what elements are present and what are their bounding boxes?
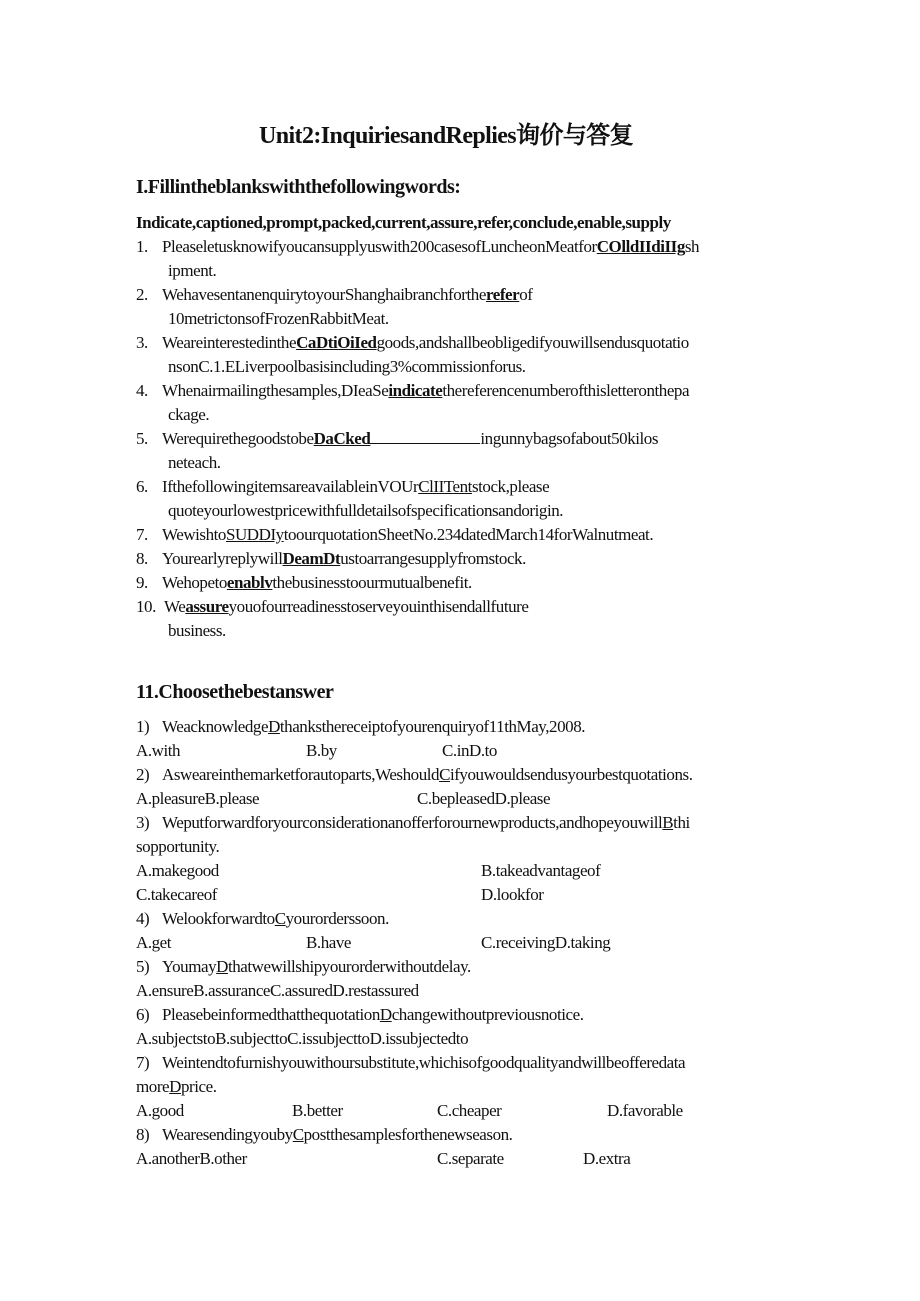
item-text: thebusinesstoourmutualbenefit. — [272, 573, 472, 592]
item-text: Youmay — [162, 957, 217, 976]
item-continuation: 10metrictonsofFrozenRabbitMeat. — [168, 309, 389, 328]
item-answer: CaDtiOiIed — [296, 333, 377, 352]
item-text: sh — [684, 237, 700, 256]
item-number: 2. — [136, 285, 148, 304]
item-text: Yourearlyreplywill — [162, 549, 283, 568]
item-text: ingunnybagsofabout50kilos — [480, 429, 659, 448]
item-text: WehavesentanenquirytoyourShanghaibranchforthe — [162, 285, 486, 304]
item-answer: DaCked — [313, 429, 371, 448]
choice-item-2 — [136, 763, 693, 787]
item-text: postthesamplesforthenewseason. — [303, 1125, 513, 1144]
item-answer: D — [268, 717, 280, 736]
choice-item-4 — [136, 907, 389, 931]
options-row — [136, 931, 836, 955]
item-text: Whenairmailingthesamples,DIeaSe — [162, 381, 389, 400]
item-text: stock,please — [471, 477, 550, 496]
item-text: Wearesendingyouby — [162, 1125, 293, 1144]
item-continuation: quoteyourlowestpricewithfulldetailsofspecificationsandorigin. — [168, 501, 564, 520]
fill-item-6 — [136, 475, 549, 499]
options-row — [136, 739, 836, 763]
option: A.with — [136, 741, 181, 760]
item-text: Werequirethegoodstobe — [162, 429, 314, 448]
item-number: 10. — [136, 597, 156, 616]
item-number: 8) — [136, 1125, 150, 1144]
item-number: 1. — [136, 237, 148, 256]
options-row — [136, 883, 836, 907]
item-text: price. — [180, 1077, 217, 1096]
option: B.by — [306, 741, 337, 760]
choice-item-7 — [136, 1051, 685, 1075]
item-text: Pleaseletusknowifyoucansupplyuswith200casesofLuncheonMeatfor — [162, 237, 597, 256]
item-text: thi — [673, 813, 690, 832]
option: D.favorable — [607, 1101, 683, 1120]
item-text: Wehopeto — [162, 573, 227, 592]
options-row: A.subjectstoB.subjecttoC.issubjecttoD.issubjectedto — [136, 1029, 469, 1048]
item-number: 8. — [136, 549, 148, 568]
item-continuation: ipment. — [168, 261, 217, 280]
item-answer: C — [439, 765, 450, 784]
item-answer: D — [169, 1077, 181, 1096]
item-number: 4. — [136, 381, 148, 400]
item-number: 3) — [136, 813, 150, 832]
item-number: 3. — [136, 333, 148, 352]
item-text: Weacknowledge — [162, 717, 269, 736]
item-number: 5. — [136, 429, 148, 448]
fill-item-8 — [136, 547, 526, 571]
blank-line — [370, 427, 480, 444]
option: B.takeadvantageof — [481, 861, 601, 880]
item-text: Wewishto — [162, 525, 226, 544]
item-text: Welookforwardto — [162, 909, 275, 928]
item-answer: indicate — [388, 381, 443, 400]
item-answer: enablv — [226, 573, 273, 592]
options-row: A.ensureB.assuranceC.assuredD.restassured — [136, 981, 419, 1000]
fill-item-1 — [136, 235, 699, 259]
item-number: 5) — [136, 957, 150, 976]
item-answer: SUDDIy — [225, 525, 284, 544]
item-number: 4) — [136, 909, 150, 928]
option: C.takecareof — [136, 885, 217, 904]
item-answer: C — [274, 909, 286, 928]
item-answer: refer — [485, 285, 520, 304]
item-text: yourorderssoon. — [285, 909, 389, 928]
item-continuation: business. — [168, 621, 226, 640]
item-text: toourquotationSheetNo.234datedMarch14forWalnutmeat. — [283, 525, 654, 544]
item-answer: D — [379, 1005, 392, 1024]
item-answer: C — [292, 1125, 304, 1144]
item-number: 6. — [136, 477, 148, 496]
item-text: Asweareinthemarketforautoparts,Weshould — [162, 765, 440, 784]
fill-item-7 — [136, 523, 653, 547]
item-answer: COlldIIdiIIg — [596, 237, 685, 256]
fill-item-2 — [136, 283, 533, 307]
page-title: Unit2:InquiriesandReplies询价与答复 — [259, 123, 634, 149]
item-text: Weareinterestedinthe — [162, 333, 297, 352]
item-text: thanksthereceiptofyourenquiryof11thMay,2008. — [279, 717, 586, 736]
word-list: Indicate,captioned,prompt,packed,current,assure,refer,conclude,enable,supply — [136, 213, 671, 232]
item-answer: assure — [185, 597, 229, 616]
fill-item-5 — [136, 427, 658, 451]
option: A.good — [136, 1101, 184, 1120]
choice-item-6 — [136, 1003, 584, 1027]
section-1-heading: I.Fillintheblankswiththefollowingwords: — [136, 176, 461, 198]
item-continuation: neteach. — [168, 453, 221, 472]
option: D.extra — [583, 1149, 631, 1168]
item-continuation: sopportunity. — [136, 837, 220, 856]
item-text: youofourreadinesstoserveyouinthisendallfuture — [228, 597, 529, 616]
option: B.have — [306, 933, 351, 952]
item-text: of — [519, 285, 533, 304]
item-continuation: nsonC.1.ELiverpoolbasisincluding3%commissionforus. — [168, 357, 526, 376]
options-row — [136, 787, 836, 811]
item-text: changewithoutpreviousnotice. — [391, 1005, 584, 1024]
item-text: goods,andshallbeobligedifyouwillsendusquotatio — [376, 333, 689, 352]
option: D.lookfor — [481, 885, 544, 904]
fill-item-9 — [136, 571, 472, 595]
item-text: IfthefollowingitemsareavailableinVOUr — [162, 477, 419, 496]
options-row — [136, 1147, 836, 1171]
option: C.inD.to — [442, 741, 497, 760]
item-number: 1) — [136, 717, 150, 736]
item-text: Pleasebeinformedthatthequotation — [162, 1005, 380, 1024]
item-number: 7. — [136, 525, 148, 544]
item-answer: B — [662, 813, 674, 832]
option: A.makegood — [136, 861, 219, 880]
option: B.better — [292, 1101, 343, 1120]
item-continuation: ckage. — [168, 405, 210, 424]
fill-item-4 — [136, 379, 689, 403]
choice-item-8 — [136, 1123, 512, 1147]
item-text: ustoarrangesupplyfromstock. — [340, 549, 526, 568]
choice-item-3 — [136, 811, 690, 835]
item-number: 6) — [136, 1005, 150, 1024]
choice-item-1 — [136, 715, 585, 739]
choice-item-5 — [136, 955, 471, 979]
option: C.cheaper — [437, 1101, 502, 1120]
item-number: 2) — [136, 765, 150, 784]
options-row — [136, 859, 836, 883]
item-text: ifyouwouldsendusyourbestquotations. — [449, 765, 693, 784]
option: A.pleasureB.please — [136, 789, 260, 808]
options-row — [136, 1099, 836, 1123]
item-answer: DeamDt — [282, 549, 341, 568]
item-number: 7) — [136, 1053, 150, 1072]
item-continuation — [136, 1075, 217, 1099]
option: C.separate — [437, 1149, 504, 1168]
option: C.bepleasedD.please — [417, 789, 551, 808]
item-answer: ClIITent — [418, 477, 472, 496]
item-number: 9. — [136, 573, 148, 592]
item-text: Weintendtofurnishyouwithoursubstitute,whichisofgoodqualityandwillbeofferedata — [162, 1053, 686, 1072]
item-text: more — [136, 1077, 170, 1096]
item-text: thereferencenumberofthisletteronthepa — [442, 381, 690, 400]
fill-item-3 — [136, 331, 689, 355]
item-text: We — [164, 597, 186, 616]
fill-item-10 — [136, 595, 528, 619]
option: A.anotherB.other — [136, 1149, 247, 1168]
option: A.get — [136, 933, 172, 952]
section-2-heading: 11.Choosethebestanswer — [136, 681, 334, 703]
item-text: Weputforwardforyourconsiderationanofferforournewproducts,andhopeyouwill — [162, 813, 663, 832]
item-text: thatwewillshipyourorderwithoutdelay. — [227, 957, 471, 976]
option: C.receivingD.taking — [481, 933, 611, 952]
item-answer: D — [216, 957, 228, 976]
